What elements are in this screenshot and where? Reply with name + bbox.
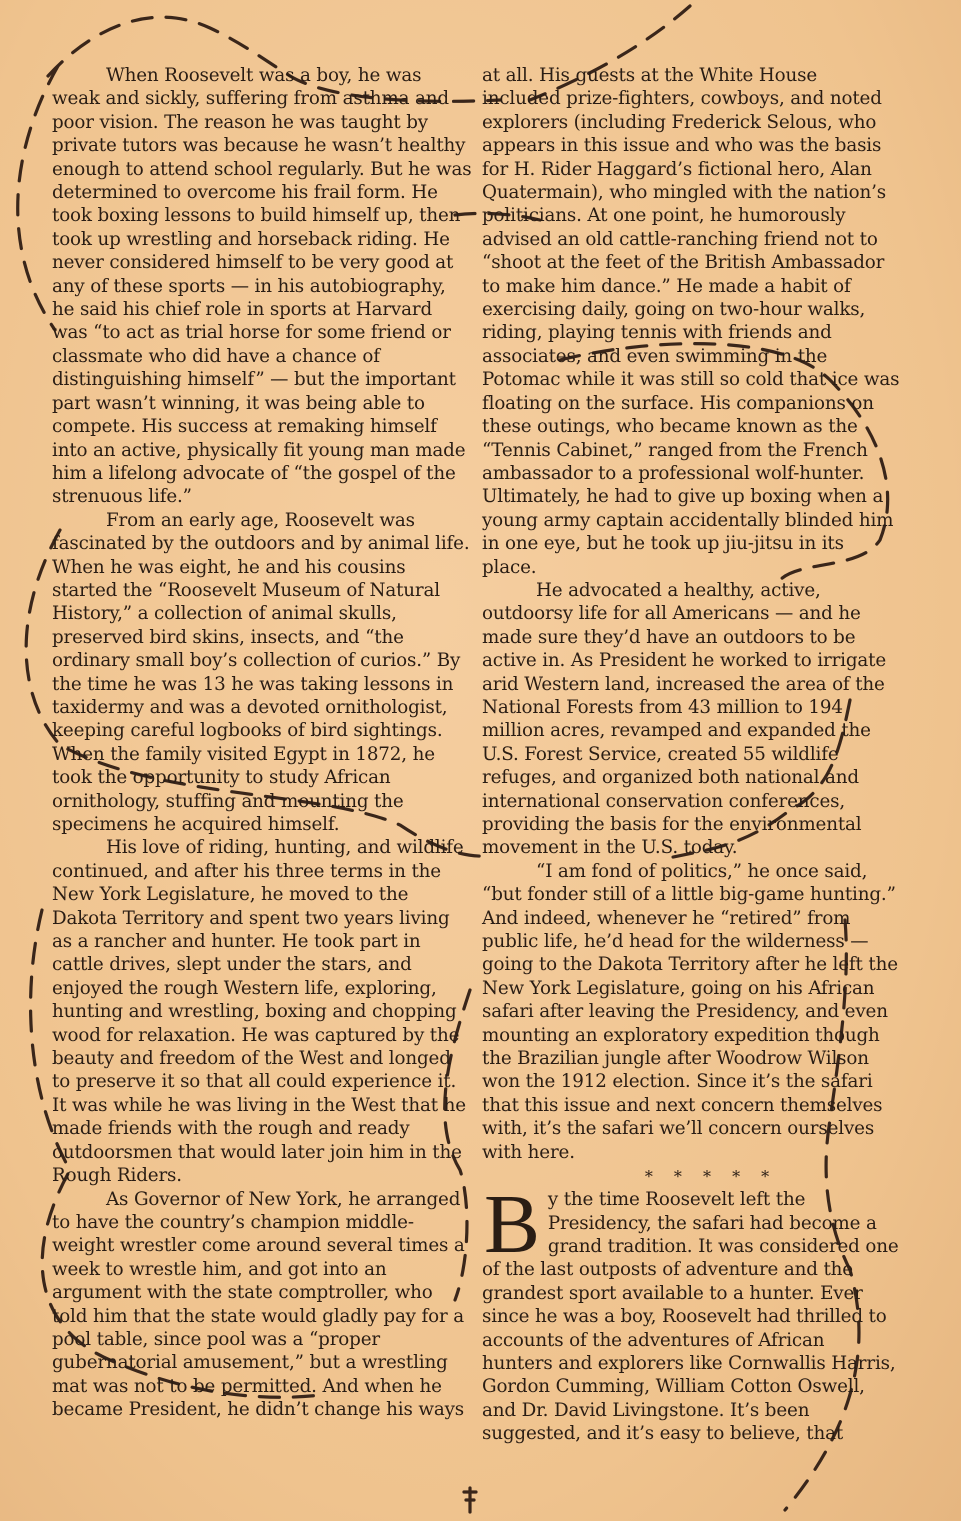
left-column	[52, 64, 472, 1422]
right-column	[482, 64, 900, 1446]
paragraph-safari	[482, 1178, 900, 1445]
paragraph-governor: As Governor of New York, he arranged to have the country’s champion middle-weight wrestler come around several times a week to wrestle him, and got into an argument with the state comptroller, who told him that the state would gladly pay for a pool table, since pool was a “proper gubernatorial amusement,” but a wrestling mat was not to be permitted. And when he became President, he didn’t change his ways	[52, 1188, 465, 1421]
paragraph-childhood: When Roosevelt was a boy, he was weak and sickly, suffering from asthma and poor vision. The reason he was taught by private tutors was because he wasn’t healthy enough to attend school regularly. But he was determined to overcome his frail form. He took boxing lessons to build himself up, then took up wrestling and horseback riding. He never considered himself to be very good at any of these sports — in his autobiography, he said his chief role in sports at Harvard was “to act as trial horse for some friend or classmate who did have a chance of distinguishing himself” — but the important part wasn’t winning, it was being able to compete. His success at remaking himself into an active, physically fit young man made him a lifelong advocate of “the gospel of the strenuous life.”	[52, 65, 472, 508]
paragraph-outdoors: From an early age, Roosevelt was fascinated by the outdoors and by animal life. When he was eight, he and his cousins started the “Roosevelt Museum of Natural History,” a collection of animal skulls, preserved bird skins, insects, and “the ordinary small boy’s collection of curios.” By the time he was 13 he was taking lessons in taxidermy and was a devoted ornithologist, keeping careful logbooks of bird sightings. When the family visited Egypt in 1872, he took the opportunity to study African ornithology, stuffing and mounting the specimens he acquired himself.	[52, 509, 470, 835]
paragraph-conservation: He advocated a healthy, active, outdoorsy life for all Americans — and he made sure they’d have an outdoors to be active in. As President he worked to irrigate arid Western land, increased the area of the National Forests from 43 million to 194 million acres, revamped and expanded the U.S. Forest Service, created 55 wildlife refuges, and organized both national and international conservation conferences, providing the basis for the environmental movement in the U.S. today.	[482, 579, 887, 859]
section-divider: * * * * *	[644, 1167, 778, 1187]
drop-cap: B	[484, 1178, 540, 1272]
paragraph-white-house: at all. His guests at the White House included prize-fighters, cowboys, and noted explorers (including Frederick Selous, who appears in this issue and who was the basis for H. Rider Haggard’s fictional hero, Alan Quatermain), who mingled with the nation’s politicians. At one point, he humorously advised an old cattle-ranching friend not to “shoot at the feet of the British Ambassador to make him dance.” He made a habit of exercising daily, going on two-hour walks, riding, playing tennis with friends and associates, and even swimming in the Potomac while it was still so cold that ice was floating on the surface. His companions on these outings, who became known as the “Tennis Cabinet,” ranged from the French ambassador to a professional wolf-hunter. Ultimately, he had to give up boxing when a young army captain accidentally blinded him in one eye, but he took up jiu-jitsu in its place.	[482, 65, 900, 578]
paragraph-dakota: His love of riding, hunting, and wildlife continued, and after his three terms in the New York Legislature, he moved to the Dakota Territory and spent two years living as a rancher and hunter. He took part in cattle drives, slept under the stars, and enjoyed the rough Western life, exploring, hunting and wrestling, boxing and chopping wood for relaxation. He was captured by the beauty and freedom of the West and longed to preserve it so that all could experience it. It was while he was living in the West that he made friends with the rough and ready outdoorsmen that would later join him in the Rough Riders.	[52, 837, 466, 1187]
bottom-key-marker	[464, 1488, 476, 1512]
paragraph-politics: “I am fond of politics,” he once said, “but fonder still of a little big-game hunting.” And indeed, whenever he “retired” from public life, he’d head for the wilderness — going to the Dakota Territory after he left the New York Legislature, going on his African safari after leaving the Presidency, and even mounting an exploratory expedition though the Brazilian jungle after Woodrow Wilson won the 1912 election. Since it’s the safari that this issue and next concern themselves with, it’s the safari we’ll concern ourselves with here.	[482, 860, 898, 1163]
paragraph-safari-text: y the time Roosevelt left the Presidency, the safari had become a grand tradition. It was considered one of the last outposts of adventure and the grandest sport available to a hunter. Ever since he was a boy, Roosevelt had thrilled to accounts of the adventures of African hunters and explorers like Cornwallis Harris, Gordon Cumming, William Cotton Oswell, and Dr. David Livingstone. It’s been suggested, and it’s easy to believe, that	[482, 1189, 899, 1445]
